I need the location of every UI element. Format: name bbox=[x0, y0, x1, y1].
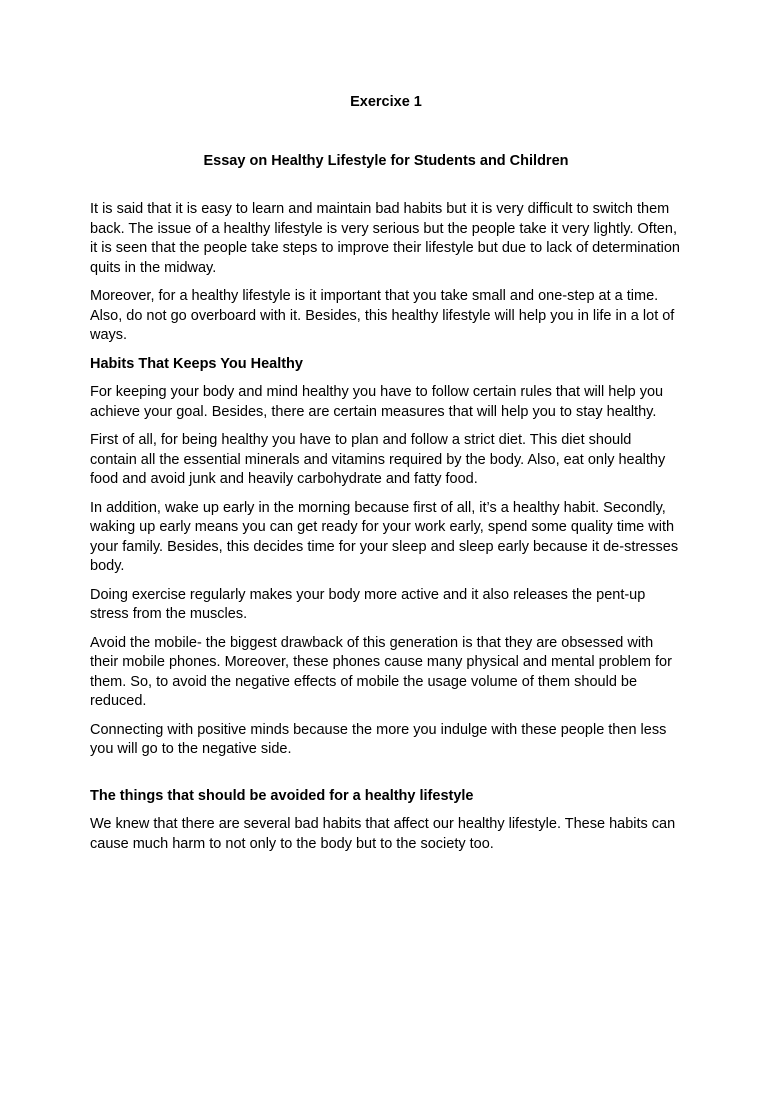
paragraph-intro-1: It is said that it is easy to learn and maintain bad habits but it is very difficult to switch them back. The issue of a healthy lifestyle is very serious but the people take it very lightly. Often, it is seen that the people take steps to improve their lifestyle but due to lack of determination quits in the midway. bbox=[90, 201, 680, 276]
paragraph-habits-1: For keeping your body and mind healthy you have to follow certain rules that will help you achieve your goal. Besides, there are certain measures that will help you to stay healthy. bbox=[90, 384, 664, 420]
section-heading-habits: Habits That Keeps You Healthy bbox=[90, 355, 303, 372]
paragraph-habits-2: First of all, for being healthy you have to plan and follow a strict diet. This diet should contain all the essential minerals and vitamins required by the body. Also, eat only healthy food and avoid junk and heavily carbohydrate and fatty food. bbox=[90, 432, 666, 487]
essay-body bbox=[90, 200, 682, 854]
paragraph-habits-4: Doing exercise regularly makes your body more active and it also releases the pent-up stress from the muscles. bbox=[90, 586, 646, 622]
document-page bbox=[0, 92, 768, 1116]
essay-title: Essay on Healthy Lifestyle for Students and Children bbox=[203, 153, 569, 169]
exercise-title: Exercixe 1 bbox=[350, 94, 422, 110]
paragraph-habits-6: Connecting with positive minds because the more you indulge with these people then less you will go to the negative side. bbox=[90, 721, 667, 757]
section-heading-avoid: The things that should be avoided for a healthy lifestyle bbox=[90, 787, 474, 804]
paragraph-habits-5: Avoid the mobile- the biggest drawback of this generation is that they are obsessed with their mobile phones. Moreover, these phones cause many physical and mental problem for them. So, to avoid the negative effects of mobile the usage volume of them should be reduced. bbox=[90, 634, 672, 709]
paragraph-avoid-1: We knew that there are several bad habits that affect our healthy lifestyle. These habits can cause much harm to not only to the body but to the society too. bbox=[90, 816, 676, 852]
paragraph-intro-2: Moreover, for a healthy lifestyle is it important that you take small and one-step at a time. Also, do not go overboard with it. Besides, this healthy lifestyle will help you in life in a lot of ways. bbox=[90, 288, 675, 343]
paragraph-habits-3: In addition, wake up early in the morning because first of all, it’s a healthy habit. Secondly, waking up early means you can get ready for your work early, spend some quality time with your family. Besides, this decides time for your sleep and sleep early because it de-stresses body. bbox=[90, 499, 679, 574]
